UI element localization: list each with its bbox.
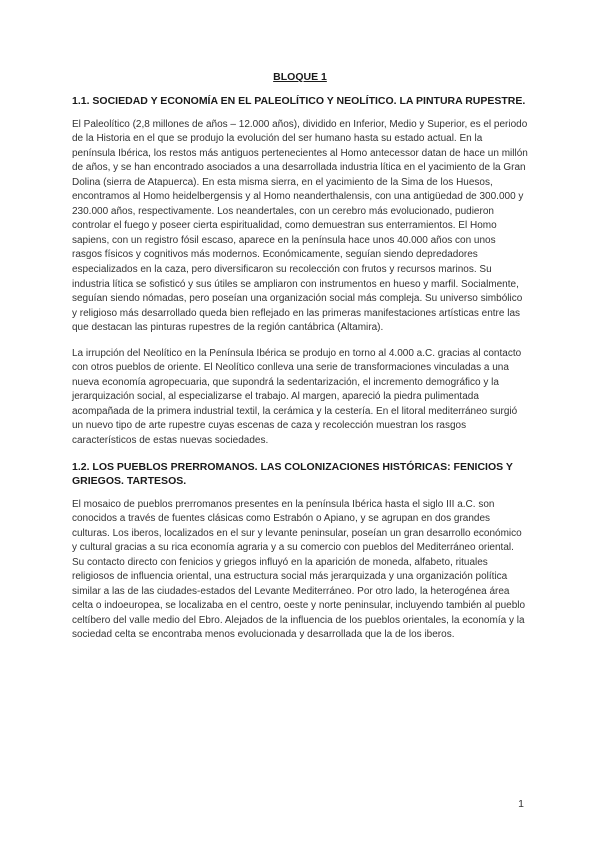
block-title: BLOQUE 1 (273, 71, 327, 83)
section-heading-1: 1.1. SOCIEDAD Y ECONOMÍA EN EL PALEOLÍTICO Y NEOLÍTICO. LA PINTURA RUPESTRE. (72, 95, 526, 107)
page-number: 1 (518, 798, 524, 810)
document-page (72, 71, 528, 654)
paragraph-neolithic: La irrupción del Neolítico en la Península Ibérica se produjo en torno al 4.000 a.C. gracias al contacto con otros pueblos de oriente. El Neolítico conlleva una serie de transformaciones vinculadas a una nueva economía agropecuaria, que supondrá la sedentarización, el incremento demográfico y la jerarquización social, al especializarse el trabajo. Al margen, apareció la piedra pulimentada acompañada de la primera industrial textil, la cerámica y la cestería. En el litoral mediterráneo surgió un nuevo tipo de arte rupestre cuyas escenas de caza y recolección muestran los rasgos característicos de estas nuevas sociedades. (72, 347, 522, 446)
section-heading-2: 1.2. LOS PUEBLOS PRERROMANOS. LAS COLONIZACIONES HISTÓRICAS: FENICIOS Y GRIEGOS. TARTESOS. (72, 460, 513, 488)
paragraph-paleolithic: El Paleolítico (2,8 millones de años – 12.000 años), dividido en Inferior, Medio y Superior, es el periodo de la Historia en el que se produjo la evolución del ser humano hasta su estado actual. En la península Ibérica, los restos más antiguos pertenecientes al Homo antecessor datan de hace un millón de años, y se han encontrado asociados a una desarrollada industria lítica en el yacimiento de la Gran Dolina (sierra de Atapuerca). En esta misma sierra, en el yacimiento de la Sima de los Huesos, encontramos al Homo heidelbergensis y al Homo neanderthalensis, con una antigüedad de 300.000 y 230.000 años, respectivamente. Los neandertales, con un cerebro más evolucionado, pudieron controlar el fuego y poseer cierta espiritualidad, como demuestran sus enterramientos. El Homo sapiens, con un registro fósil escaso, aparece en la península hace unos 40.000 años con unos rasgos físicos y cognitivos más modernos. Económicamente, seguían siendo depredadores especializados en la caza, pero diversificaron su recolección con frutos y recursos marinos. Su industria lítica se sofisticó y sus útiles se ampliaron con instrumentos en hueso y marfil. Socialmente, seguían siendo nómadas, pero poseían una organización social más compleja. Su universo simbólico y religioso más desarrollado queda bien reflejado en las primeras manifestaciones artísticas entre las que destacan las pinturas rupestres de la región cantábrica (Altamira). (72, 118, 528, 334)
paragraph-prerroman-peoples: El mosaico de pueblos prerromanos presentes en la península Ibérica hasta el siglo III a.C. son conocidos a través de fuentes clásicas como Estrabón o Apiano, y se agrupan en dos grandes culturas. Los iberos, localizados en el sur y levante peninsular, poseían un gran desarrollo económico y cultural gracias a su rica economía agraria y a su comercio con pueblos del Mediterráneo oriental. Su contacto directo con fenicios y griegos influyó en la aparición de moneda, alfabeto, rituales religiosos de influencia oriental, una estructura social más jerarquizada y una organización política similar a las de las ciudades-estados del Levante Mediterráneo. Por otro lado, la heterogénea área celta o indoeuropea, se localizaba en el centro, oeste y norte peninsular, incluyendo también al pueblo celtíbero del valle medio del Ebro. Alejados de la influencia de los pueblos orientales, la economía y la sociedad celta se encontraba menos evolucionada y desarrollada que la de los iberos. (72, 498, 526, 641)
